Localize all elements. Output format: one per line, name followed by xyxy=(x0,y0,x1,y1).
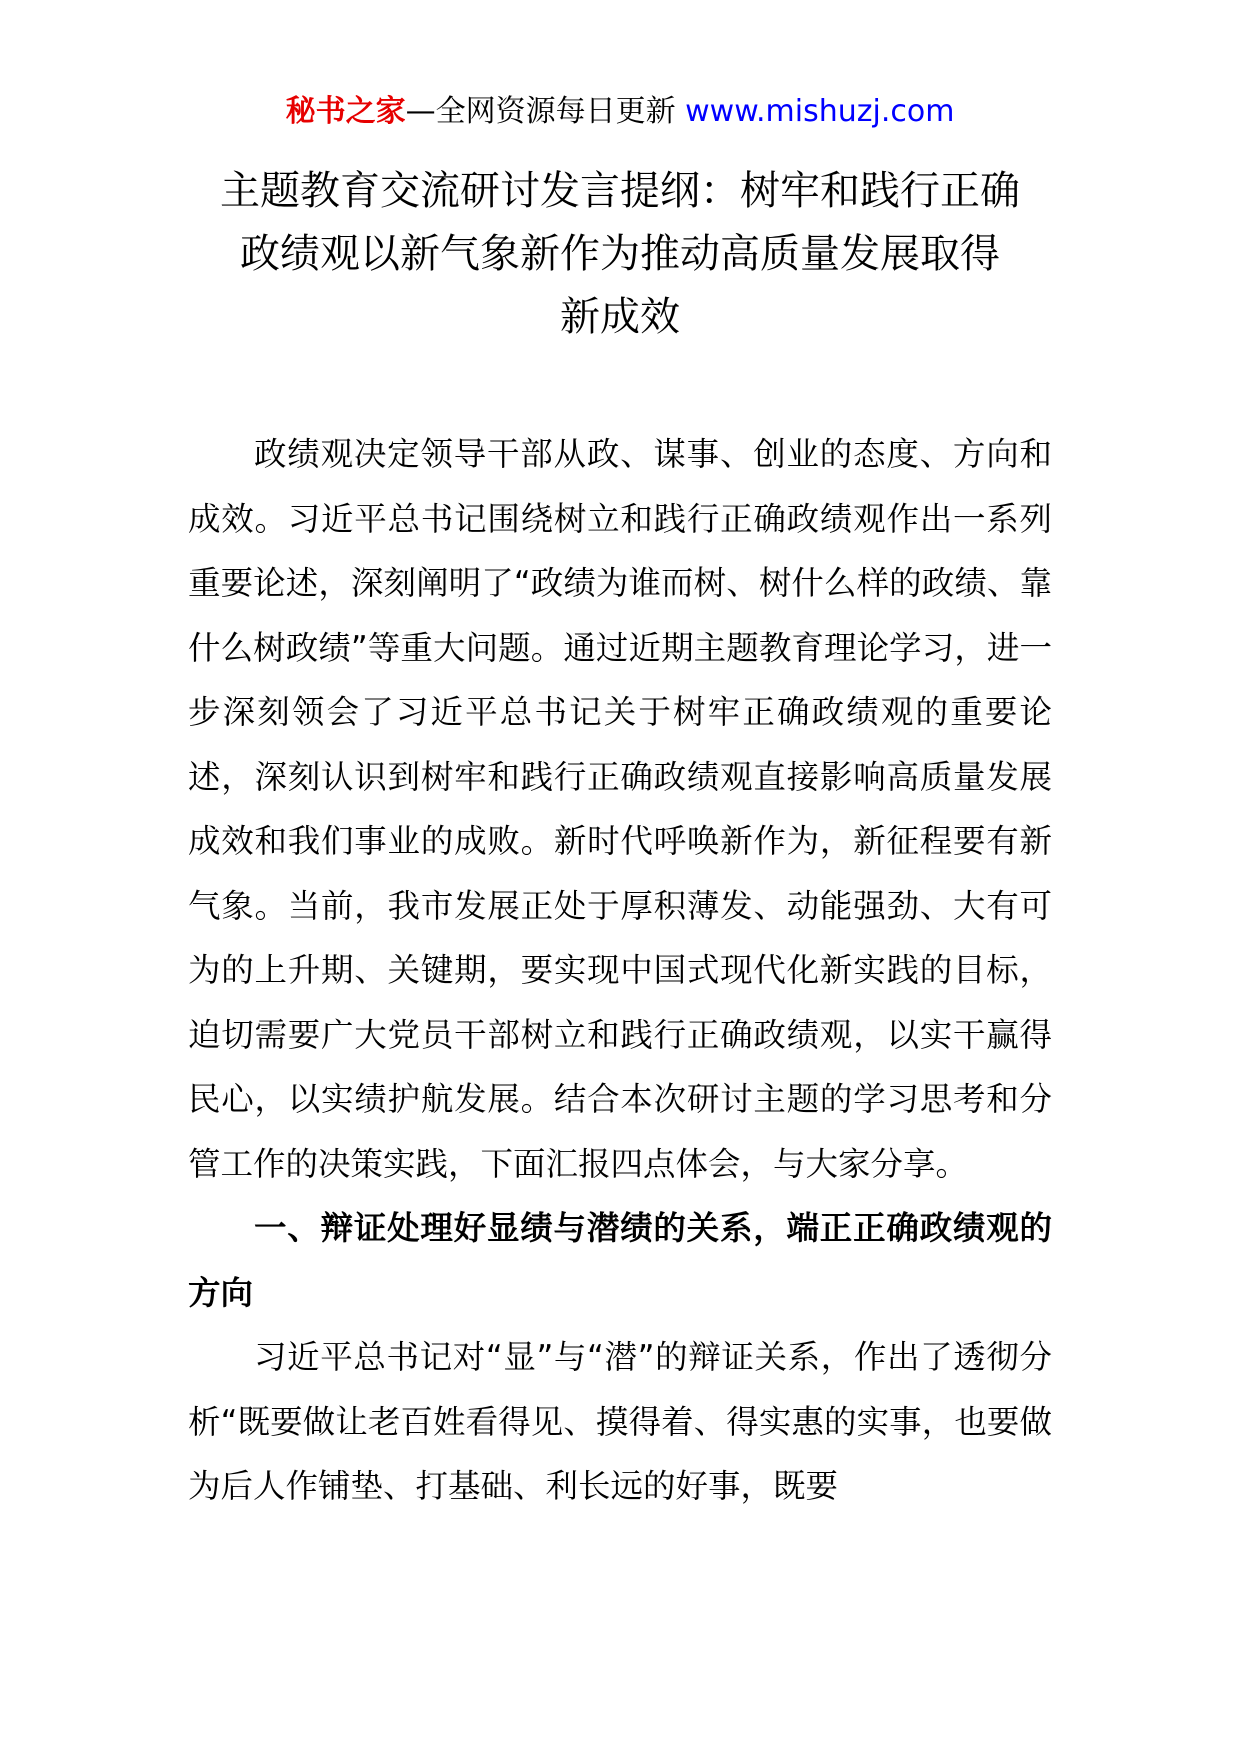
title-line-3: 新成效 xyxy=(560,294,680,340)
section-1-paragraph: 习近平总书记对“显”与“潜”的辩证关系，作出了透彻分析“既要做让老百姓看得见、摸得着、得实惠的实事，也要做为后人作铺垫、打基础、利长远的好事，既要 xyxy=(188,1338,1052,1505)
title-line-2: 政绩观以新气象新作为推动高质量发展取得 xyxy=(240,231,1000,277)
site-slogan: —全网资源每日更新 xyxy=(405,94,686,129)
site-url-link[interactable]: www.mishuzj.com xyxy=(685,94,955,129)
site-brand: 秘书之家 xyxy=(285,94,406,129)
section-heading-1: 一、辩证处理好显绩与潜绩的关系，端正正确政绩观的方向 xyxy=(188,1209,1052,1312)
document-body xyxy=(188,422,1052,1519)
intro-paragraph: 政绩观决定领导干部从政、谋事、创业的态度、方向和成效。习近平总书记围绕树立和践行正确政绩观作出一系列重要论述，深刻阐明了“政绩为谁而树、树什么样的政绩、靠什么树政绩”等重大问题。通过近期主题教育理论学习，进一步深刻领会了习近平总书记关于树牢正确政绩观的重要论述，深刻认识到树牢和践行正确政绩观直接影响高质量发展成效和我们事业的成败。新时代呼唤新作为，新征程要有新气象。当前，我市发展正处于厚积薄发、动能强劲、大有可为的上升期、关键期，要实现中国式现代化新实践的目标，迫切需要广大党员干部树立和践行正确政绩观，以实干赢得民心，以实绩护航发展。结合本次研讨主题的学习思考和分管工作的决策实践，下面汇报四点体会，与大家分享。 xyxy=(188,435,1052,1183)
document-title xyxy=(190,160,1050,349)
title-line-1: 主题教育交流研讨发言提纲：树牢和践行正确 xyxy=(220,168,1020,214)
site-header xyxy=(0,92,1240,132)
